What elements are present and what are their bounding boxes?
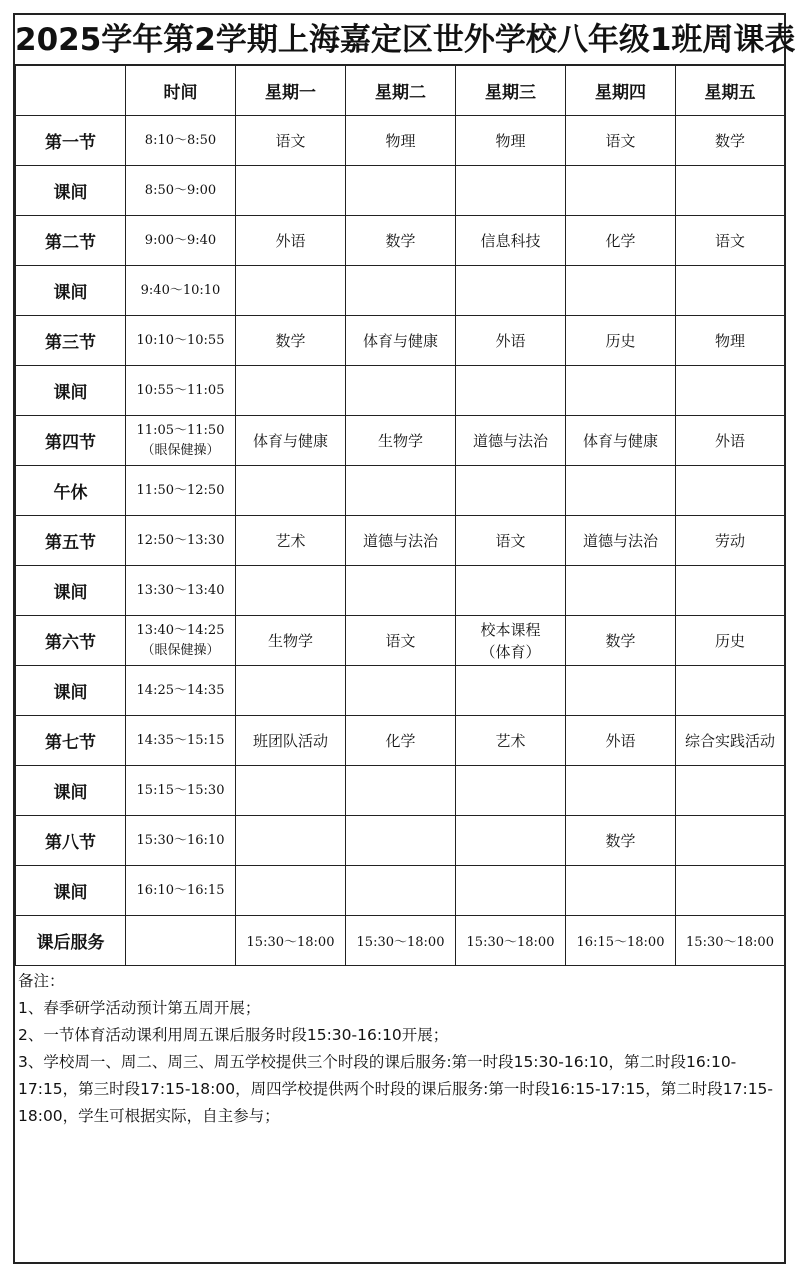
subject-text: 劳动 xyxy=(714,531,745,550)
subject-cell xyxy=(676,716,785,766)
subject-cell xyxy=(566,416,676,466)
subject-cell xyxy=(236,366,346,416)
subject-cell xyxy=(346,366,456,416)
schedule-row xyxy=(16,116,785,166)
subject-cell xyxy=(676,216,785,266)
subject-cell xyxy=(346,516,456,566)
note-item: 2、一节体育活动课利用周五课后服务时段15:30-16:10开展； xyxy=(18,1026,449,1044)
subject-text: 艺术 xyxy=(275,531,306,550)
period-time-text: 10:10～10:55 xyxy=(136,332,225,348)
period-label: 第六节 xyxy=(16,616,126,666)
period-time-text: 12:50～13:30 xyxy=(136,532,225,548)
subject-text: 班团队活动 xyxy=(252,731,328,750)
schedule-row xyxy=(16,666,785,716)
subject-text: 历史 xyxy=(605,331,636,350)
after-school-slot: 15:30～18:00 xyxy=(676,916,785,966)
subject-cell xyxy=(346,266,456,316)
subject-cell xyxy=(456,566,566,616)
schedule-row xyxy=(16,266,785,316)
schedule-row xyxy=(16,216,785,266)
period-time-text: 9:00～9:40 xyxy=(144,232,217,248)
subject-text: 数学 xyxy=(275,331,306,350)
subject-cell xyxy=(566,116,676,166)
subject-cell xyxy=(676,866,785,916)
subject-text: 体育与健康 xyxy=(362,331,438,350)
subject-cell xyxy=(676,666,785,716)
subject-cell xyxy=(566,516,676,566)
subject-cell xyxy=(676,816,785,866)
period-time-text: 8:10～8:50 xyxy=(144,132,217,148)
schedule-row xyxy=(16,766,785,816)
period-time-text: 15:15～15:30 xyxy=(136,782,225,798)
period-label: 课间 xyxy=(16,266,126,316)
period-label: 第八节 xyxy=(16,816,126,866)
period-time-text: 15:30～16:10 xyxy=(136,832,225,848)
subject-cell xyxy=(346,866,456,916)
subject-text: 化学 xyxy=(385,731,416,750)
subject-cell xyxy=(676,416,785,466)
period-label: 第七节 xyxy=(16,716,126,766)
subject-text: 历史 xyxy=(714,631,745,650)
subject-text: 物理 xyxy=(714,331,745,350)
period-time-text: 11:50～12:50 xyxy=(136,482,225,498)
subject-cell xyxy=(676,116,785,166)
subject-cell xyxy=(456,616,566,666)
period-time-text: 14:35～15:15 xyxy=(136,732,225,748)
schedule-row xyxy=(16,816,785,866)
subject-cell xyxy=(676,266,785,316)
period-time xyxy=(126,616,236,666)
period-time xyxy=(126,666,236,716)
header-row xyxy=(16,66,785,116)
period-label: 课间 xyxy=(16,866,126,916)
subject-cell xyxy=(346,416,456,466)
subject-note: （体育） xyxy=(480,642,541,661)
period-label: 课间 xyxy=(16,366,126,416)
subject-cell xyxy=(676,616,785,666)
subject-cell xyxy=(456,766,566,816)
schedule-row xyxy=(16,566,785,616)
subject-text: 数学 xyxy=(605,831,636,850)
subject-cell xyxy=(236,816,346,866)
page-title: 2025学年第2学期上海嘉定区世外学校八年级1班周课表 xyxy=(15,15,784,65)
after-school-slot: 15:30～18:00 xyxy=(456,916,566,966)
subject-cell xyxy=(236,766,346,816)
schedule-table xyxy=(15,65,785,966)
period-label: 午休 xyxy=(16,466,126,516)
period-time xyxy=(126,416,236,466)
header-day-friday: 星期五 xyxy=(676,66,785,116)
period-time xyxy=(126,166,236,216)
period-time-text: 8:50～9:00 xyxy=(144,182,217,198)
subject-cell xyxy=(236,566,346,616)
period-time xyxy=(126,116,236,166)
period-label: 第四节 xyxy=(16,416,126,466)
schedule-row xyxy=(16,416,785,466)
schedule-row xyxy=(16,316,785,366)
period-time-note: （眼保健操） xyxy=(141,642,220,658)
subject-cell xyxy=(346,666,456,716)
subject-cell xyxy=(346,816,456,866)
subject-text: 道德与法治 xyxy=(362,531,438,550)
period-label: 第三节 xyxy=(16,316,126,366)
subject-cell xyxy=(236,866,346,916)
period-label: 课间 xyxy=(16,766,126,816)
subject-cell xyxy=(676,166,785,216)
subject-text: 数学 xyxy=(714,131,745,150)
schedule-row xyxy=(16,366,785,416)
after-school-slot: 15:30～18:00 xyxy=(346,916,456,966)
period-time xyxy=(126,466,236,516)
subject-cell xyxy=(346,216,456,266)
period-time xyxy=(126,366,236,416)
subject-cell xyxy=(236,666,346,716)
subject-cell xyxy=(236,716,346,766)
period-time-text: 13:40～14:25 xyxy=(136,622,225,638)
schedule-row xyxy=(16,166,785,216)
subject-cell xyxy=(236,416,346,466)
note-item: 3、学校周一、周二、周三、周五学校提供三个时段的课后服务:第一时段15:30-16:10，第二时段16:10-17:15，第三时段17:15-18:00，周四学校提供两个时段的课后服务:第一时段16:15-17:15，第二时段17:15-18:00，学生可根据实际，自主参与； xyxy=(18,1053,774,1125)
period-time-text: 13:30～13:40 xyxy=(136,582,225,598)
schedule-row xyxy=(16,466,785,516)
subject-cell xyxy=(456,716,566,766)
subject-cell xyxy=(676,466,785,516)
subject-cell xyxy=(346,316,456,366)
period-time xyxy=(126,516,236,566)
period-time-text: 11:05～11:50 xyxy=(136,422,225,438)
period-time-text: 9:40～10:10 xyxy=(140,282,221,298)
subject-cell xyxy=(236,166,346,216)
subject-cell xyxy=(236,266,346,316)
after-school-label: 课后服务 xyxy=(16,916,126,966)
period-label: 课间 xyxy=(16,566,126,616)
after-school-row xyxy=(16,916,785,966)
subject-text: 外语 xyxy=(605,731,636,750)
subject-text: 信息科技 xyxy=(480,231,541,250)
subject-cell xyxy=(566,866,676,916)
subject-cell xyxy=(236,516,346,566)
subject-text: 生物学 xyxy=(267,631,313,650)
subject-cell xyxy=(456,366,566,416)
subject-text: 外语 xyxy=(495,331,526,350)
header-day-thursday: 星期四 xyxy=(566,66,676,116)
schedule-row xyxy=(16,516,785,566)
after-school-slot: 15:30～18:00 xyxy=(236,916,346,966)
subject-cell xyxy=(346,166,456,216)
subject-cell xyxy=(236,116,346,166)
subject-text: 物理 xyxy=(495,131,526,150)
header-day-monday: 星期一 xyxy=(236,66,346,116)
subject-text: 体育与健康 xyxy=(252,431,328,450)
subject-cell xyxy=(566,166,676,216)
period-time xyxy=(126,316,236,366)
period-label: 课间 xyxy=(16,166,126,216)
subject-cell xyxy=(456,866,566,916)
subject-cell xyxy=(456,316,566,366)
header-blank-cell xyxy=(16,66,126,116)
notes-section xyxy=(18,968,780,1130)
after-school-slot: 16:15～18:00 xyxy=(566,916,676,966)
subject-text: 语文 xyxy=(275,131,306,150)
subject-text: 校本课程 xyxy=(480,620,541,639)
subject-cell xyxy=(676,516,785,566)
subject-cell xyxy=(566,366,676,416)
subject-cell xyxy=(236,216,346,266)
subject-cell xyxy=(676,316,785,366)
subject-text: 道德与法治 xyxy=(472,431,548,450)
period-time xyxy=(126,566,236,616)
subject-text: 化学 xyxy=(605,231,636,250)
header-time: 时间 xyxy=(126,66,236,116)
subject-cell xyxy=(566,566,676,616)
subject-cell xyxy=(456,116,566,166)
subject-text: 数学 xyxy=(385,231,416,250)
note-item: 1、春季研学活动预计第五周开展； xyxy=(18,999,261,1017)
notes-heading: 备注： xyxy=(18,972,65,990)
subject-text: 物理 xyxy=(385,131,416,150)
after-school-time xyxy=(126,916,236,966)
subject-cell xyxy=(566,266,676,316)
subject-cell xyxy=(566,466,676,516)
subject-cell xyxy=(566,766,676,816)
subject-text: 数学 xyxy=(605,631,636,650)
subject-text: 生物学 xyxy=(377,431,423,450)
period-time xyxy=(126,866,236,916)
subject-cell xyxy=(566,666,676,716)
schedule-row xyxy=(16,616,785,666)
schedule-row xyxy=(16,866,785,916)
period-time xyxy=(126,266,236,316)
schedule-frame xyxy=(13,13,796,1264)
subject-cell xyxy=(346,566,456,616)
subject-text: 语文 xyxy=(495,531,526,550)
subject-cell xyxy=(676,766,785,816)
period-label: 课间 xyxy=(16,666,126,716)
period-time-text: 10:55～11:05 xyxy=(136,382,225,398)
subject-text: 综合实践活动 xyxy=(684,731,775,750)
subject-cell xyxy=(236,466,346,516)
period-time-note: （眼保健操） xyxy=(141,442,220,458)
period-time xyxy=(126,816,236,866)
subject-text: 语文 xyxy=(605,131,636,150)
period-time-text: 14:25～14:35 xyxy=(136,682,225,698)
period-time xyxy=(126,766,236,816)
subject-cell xyxy=(236,616,346,666)
subject-cell xyxy=(456,816,566,866)
period-label: 第一节 xyxy=(16,116,126,166)
subject-text: 语文 xyxy=(385,631,416,650)
subject-text: 语文 xyxy=(714,231,745,250)
header-day-wednesday: 星期三 xyxy=(456,66,566,116)
subject-cell xyxy=(346,616,456,666)
subject-cell xyxy=(456,666,566,716)
subject-cell xyxy=(566,616,676,666)
subject-cell xyxy=(346,116,456,166)
subject-text: 道德与法治 xyxy=(582,531,658,550)
subject-cell xyxy=(456,266,566,316)
subject-cell xyxy=(456,216,566,266)
period-label: 第二节 xyxy=(16,216,126,266)
period-time xyxy=(126,216,236,266)
header-day-tuesday: 星期二 xyxy=(346,66,456,116)
subject-cell xyxy=(566,716,676,766)
subject-cell xyxy=(676,366,785,416)
subject-text: 外语 xyxy=(275,231,306,250)
subject-cell xyxy=(676,566,785,616)
subject-cell xyxy=(456,166,566,216)
subject-cell xyxy=(346,466,456,516)
subject-cell xyxy=(456,416,566,466)
subject-cell xyxy=(346,766,456,816)
subject-cell xyxy=(346,716,456,766)
subject-cell xyxy=(456,516,566,566)
schedule-row xyxy=(16,716,785,766)
subject-text: 外语 xyxy=(714,431,745,450)
period-label: 第五节 xyxy=(16,516,126,566)
subject-text: 艺术 xyxy=(495,731,526,750)
period-time-text: 16:10～16:15 xyxy=(136,882,225,898)
period-time xyxy=(126,716,236,766)
subject-cell xyxy=(566,816,676,866)
subject-cell xyxy=(236,316,346,366)
subject-cell xyxy=(456,466,566,516)
subject-text: 体育与健康 xyxy=(582,431,658,450)
subject-cell xyxy=(566,216,676,266)
subject-cell xyxy=(566,316,676,366)
